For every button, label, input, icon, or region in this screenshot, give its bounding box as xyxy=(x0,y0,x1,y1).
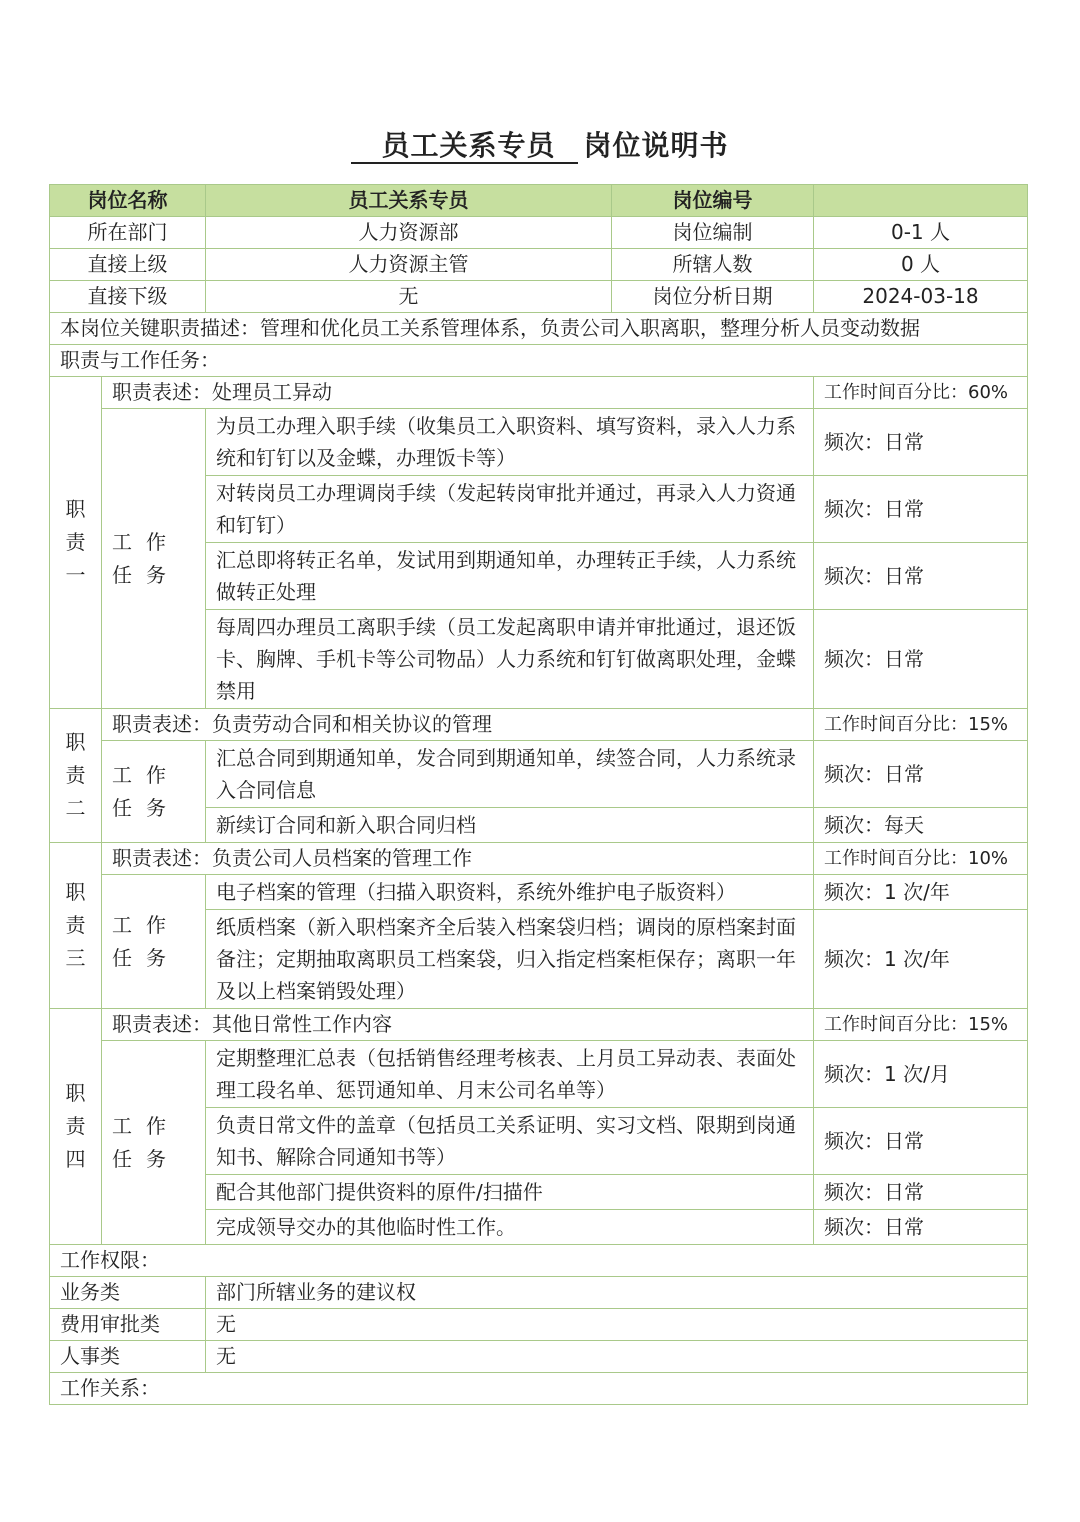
duty-3-label-text: 职 责 三 xyxy=(65,880,86,970)
relations-heading: 工作关系： xyxy=(50,1373,1028,1405)
duty-1-label xyxy=(50,377,102,709)
duty-1-task-2: 对转岗员工办理调岗手续（发起转岗审批并通过，再录入人力资通和钉钉） xyxy=(206,476,814,543)
duty-4-task-2-freq: 频次：日常 xyxy=(814,1108,1028,1175)
duty-1-task-4: 每周四办理员工离职手续（员工发起离职申请并审批通过，退还饭卡、胸牌、手机卡等公司物品）人力系统和钉钉做离职处理，金蝶禁用 xyxy=(206,610,814,709)
subordinate-value: 无 xyxy=(206,281,612,313)
department-label: 所在部门 xyxy=(50,217,206,249)
position-name-label: 岗位名称 xyxy=(50,185,206,217)
duty-4-work-tasks-label: 工作任务 xyxy=(102,1041,206,1245)
duty-4-task-2: 负责日常文件的盖章（包括员工关系证明、实习文档、限期到岗通知书、解除合同通知书等） xyxy=(206,1108,814,1175)
subordinates-count-label: 所辖人数 xyxy=(612,249,814,281)
duty-3-desc-row xyxy=(50,843,1028,875)
duty-2-task-2-freq: 频次：每天 xyxy=(814,808,1028,843)
duty-4-task-4-freq: 频次：日常 xyxy=(814,1210,1028,1245)
duty-2-desc: 职责表述：负责劳动合同和相关协议的管理 xyxy=(102,709,814,741)
supervisor-label: 直接上级 xyxy=(50,249,206,281)
authority-heading: 工作权限： xyxy=(50,1245,1028,1277)
duty-3-time-pct: 工作时间百分比：10% xyxy=(814,843,1028,875)
duty-3-task-2: 纸质档案（新入职档案齐全后装入档案袋归档；调岗的原档案封面备注；定期抽取离职员工档案袋，归入指定档案柜保存；离职一年及以上档案销毁处理） xyxy=(206,910,814,1009)
authority-business-value: 部门所辖业务的建议权 xyxy=(206,1277,1028,1309)
duty-1-task-2-freq: 频次：日常 xyxy=(814,476,1028,543)
headcount-label: 岗位编制 xyxy=(612,217,814,249)
key-duty-row xyxy=(50,313,1028,345)
duty-2-label xyxy=(50,709,102,843)
header-row xyxy=(50,185,1028,217)
duty-1-task-4-freq: 频次：日常 xyxy=(814,610,1028,709)
relations-heading-row xyxy=(50,1373,1028,1405)
authority-row-personnel xyxy=(50,1341,1028,1373)
duty-2-task-1: 汇总合同到期通知单，发合同到期通知单，续签合同，人力系统录入合同信息 xyxy=(206,741,814,808)
info-row-department xyxy=(50,217,1028,249)
duty-4-task-4: 完成领导交办的其他临时性工作。 xyxy=(206,1210,814,1245)
duty-1-task-1-freq: 频次：日常 xyxy=(814,409,1028,476)
authority-expense-value: 无 xyxy=(206,1309,1028,1341)
duty-2-task-2: 新续订合同和新入职合同归档 xyxy=(206,808,814,843)
duty-4-task-1: 定期整理汇总表（包括销售经理考核表、上月员工异动表、表面处理工段名单、惩罚通知单、月末公司名单等） xyxy=(206,1041,814,1108)
duty-3-desc: 职责表述：负责公司人员档案的管理工作 xyxy=(102,843,814,875)
position-code-label: 岗位编号 xyxy=(612,185,814,217)
job-description-table xyxy=(49,184,1028,1405)
duty-3-task-1-freq: 频次：1 次/年 xyxy=(814,875,1028,910)
authority-row-business xyxy=(50,1277,1028,1309)
duty-4-time-pct: 工作时间百分比：15% xyxy=(814,1009,1028,1041)
duty-1-desc: 职责表述：处理员工异动 xyxy=(102,377,814,409)
info-row-supervisor xyxy=(50,249,1028,281)
key-duty-description: 本岗位关键职责描述：管理和优化员工关系管理体系，负责公司入职离职，整理分析人员变动数据 xyxy=(50,313,1028,345)
duty-4-desc-row xyxy=(50,1009,1028,1041)
duty-3-label xyxy=(50,843,102,1009)
duty-4-task-1-row xyxy=(50,1041,1028,1108)
title-suffix: 岗位说明书 xyxy=(583,129,729,162)
document-title xyxy=(0,124,1080,164)
duty-2-label-text: 职 责 二 xyxy=(65,730,86,820)
duties-heading: 职责与工作任务： xyxy=(50,345,1028,377)
duty-2-work-tasks-label: 工作任务 xyxy=(102,741,206,843)
duty-1-task-1: 为员工办理入职手续（收集员工入职资料、填写资料，录入人力系统和钉钉以及金蝶，办理饭卡等） xyxy=(206,409,814,476)
duty-1-time-pct: 工作时间百分比：60% xyxy=(814,377,1028,409)
duty-2-desc-row xyxy=(50,709,1028,741)
duty-4-desc: 职责表述：其他日常性工作内容 xyxy=(102,1009,814,1041)
duty-1-task-1-row xyxy=(50,409,1028,476)
analysis-date-label: 岗位分析日期 xyxy=(612,281,814,313)
duty-1-task-3: 汇总即将转正名单，发试用到期通知单，办理转正手续，人力系统做转正处理 xyxy=(206,543,814,610)
duty-4-task-1-freq: 频次：1 次/月 xyxy=(814,1041,1028,1108)
authority-heading-row xyxy=(50,1245,1028,1277)
duty-3-task-2-freq: 频次：1 次/年 xyxy=(814,910,1028,1009)
department-value: 人力资源部 xyxy=(206,217,612,249)
duty-2-time-pct: 工作时间百分比：15% xyxy=(814,709,1028,741)
duty-3-task-1-row xyxy=(50,875,1028,910)
duty-1-label-text: 职 责 一 xyxy=(65,497,86,587)
duty-3-work-tasks-label: 工作任务 xyxy=(102,875,206,1009)
duty-1-task-3-freq: 频次：日常 xyxy=(814,543,1028,610)
duty-3-task-1: 电子档案的管理（扫描入职资料，系统外维护电子版资料） xyxy=(206,875,814,910)
position-code-value xyxy=(814,185,1028,217)
duty-1-desc-row xyxy=(50,377,1028,409)
duty-4-label xyxy=(50,1009,102,1245)
duty-2-task-1-row xyxy=(50,741,1028,808)
duties-heading-row xyxy=(50,345,1028,377)
duty-4-label-text: 职 责 四 xyxy=(65,1081,86,1171)
info-row-subordinate xyxy=(50,281,1028,313)
authority-expense-label: 费用审批类 xyxy=(50,1309,206,1341)
duty-4-task-3-freq: 频次：日常 xyxy=(814,1175,1028,1210)
position-name-value: 员工关系专员 xyxy=(206,185,612,217)
authority-personnel-value: 无 xyxy=(206,1341,1028,1373)
subordinates-count-value: 0 人 xyxy=(814,249,1028,281)
duty-2-task-1-freq: 频次：日常 xyxy=(814,741,1028,808)
headcount-value: 0-1 人 xyxy=(814,217,1028,249)
authority-business-label: 业务类 xyxy=(50,1277,206,1309)
duty-1-work-tasks-label: 工作任务 xyxy=(102,409,206,709)
title-position-name: 员工关系专员 xyxy=(351,129,577,164)
duty-4-task-3: 配合其他部门提供资料的原件/扫描件 xyxy=(206,1175,814,1210)
subordinate-label: 直接下级 xyxy=(50,281,206,313)
authority-row-expense xyxy=(50,1309,1028,1341)
supervisor-value: 人力资源主管 xyxy=(206,249,612,281)
analysis-date-value: 2024-03-18 xyxy=(814,281,1028,313)
authority-personnel-label: 人事类 xyxy=(50,1341,206,1373)
